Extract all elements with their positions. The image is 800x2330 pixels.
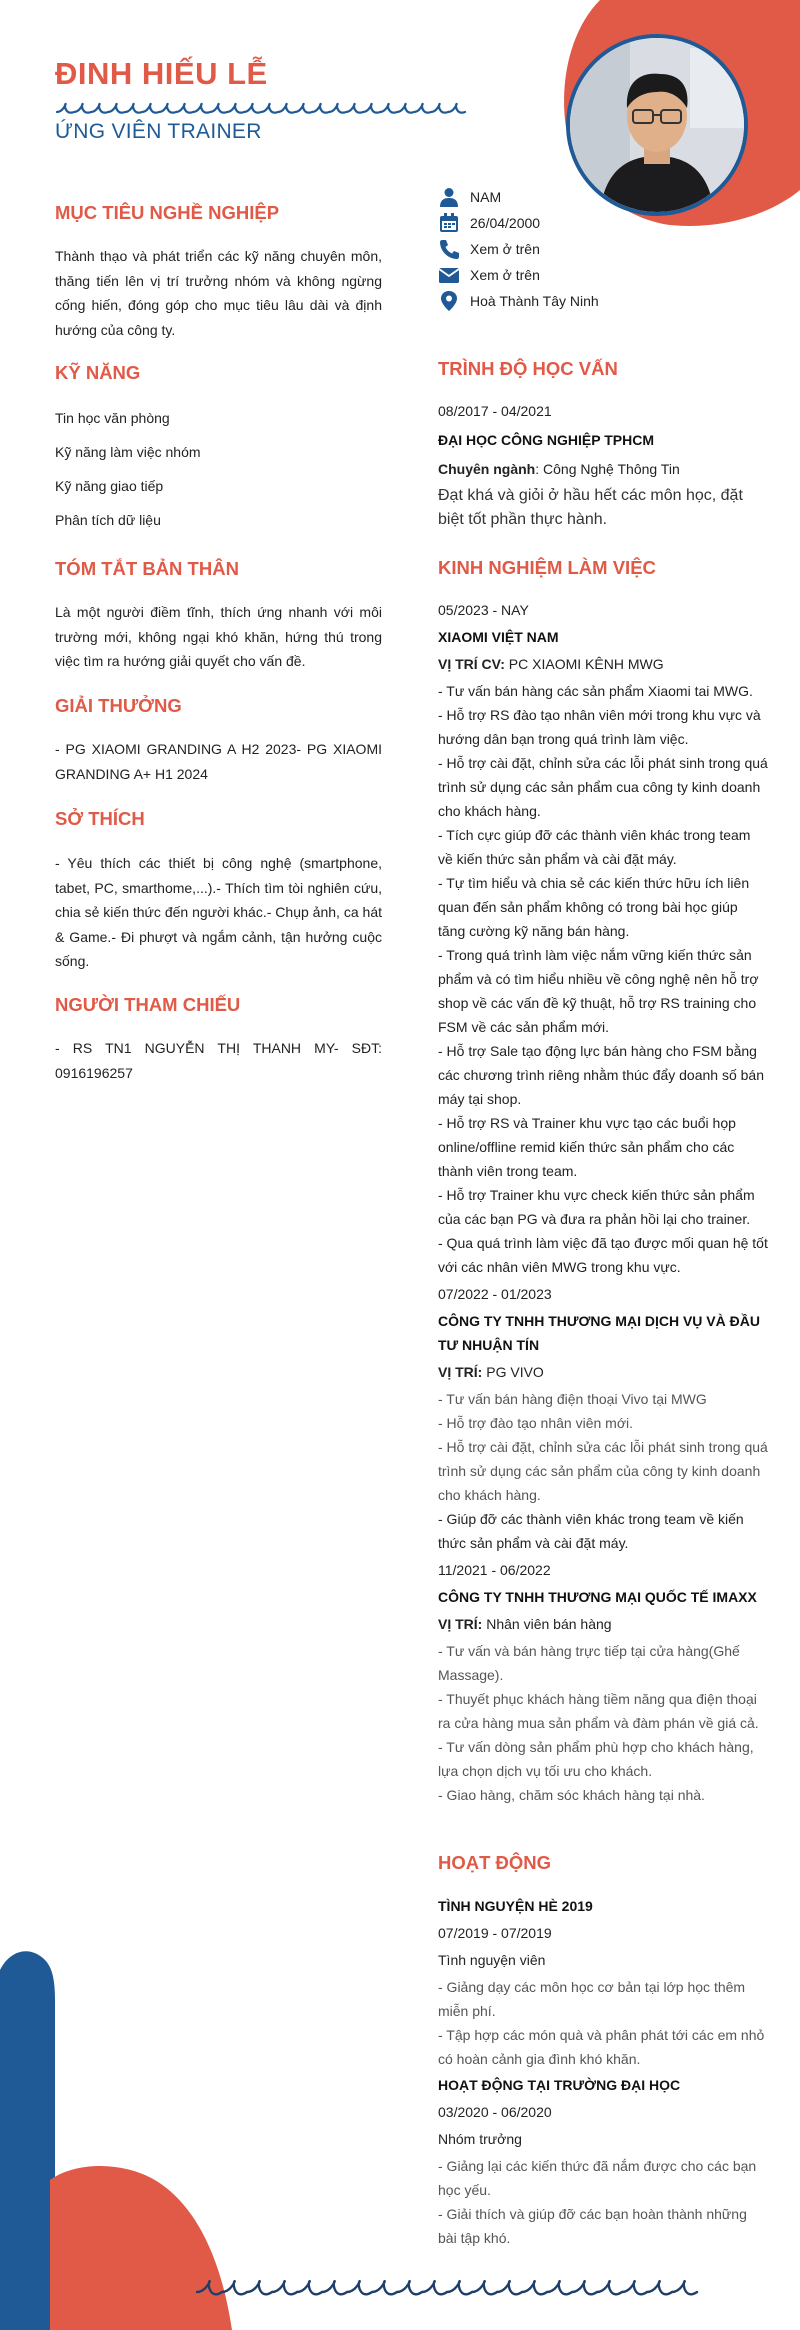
activity-bullet: - Tập hợp các món quà và phân phát tới các em nhỏ có hoàn cảnh gia đình khó khăn.: [438, 2027, 765, 2067]
references-text: - RS TN1 NGUYỄN THỊ THANH MY- SĐT: 0916196257: [55, 1040, 382, 1081]
skill-item: Phân tích dữ liệu: [55, 512, 161, 528]
job-bullet: - Tư vấn bán hàng điện thoại Vivo tại MWG: [438, 1391, 707, 1407]
person-icon: [438, 187, 460, 207]
job-entry: [438, 1282, 768, 1555]
job-bullet: - Qua quá trình làm việc đã tạo được mối quan hệ tốt với các nhân viên MWG trong khu vực.: [438, 1235, 768, 1275]
contact-email: Xem ở trên: [438, 262, 768, 288]
education-heading: TRÌNH ĐỘ HỌC VẤN: [438, 358, 618, 379]
objective-text: Thành thạo và phát triển các kỹ năng chuyên môn, thăng tiến lên vị trí trưởng nhóm và không ngừng cống hiến, đóng góp cho mục tiêu lâu dài và định hướng của công ty.: [55, 248, 382, 338]
job-bullet: - Giao hàng, chăm sóc khách hàng tại nhà.: [438, 1787, 705, 1803]
activity-entry: [438, 1894, 768, 2071]
job-role: VỊ TRÍ: PG VIVO: [438, 1364, 544, 1380]
education-date: 08/2017 - 04/2021: [438, 403, 552, 419]
activities-heading: HOẠT ĐỘNG: [438, 1852, 552, 1873]
squiggle-divider-bottom: [195, 2278, 705, 2310]
activity-bullet: - Giảng dạy các môn học cơ bản tại lớp học thêm miễn phí.: [438, 1979, 746, 2019]
activity-bullet: - Giảng lại các kiến thức đã nắm được cho các bạn học yếu.: [438, 2158, 757, 2198]
contact-phone: Xem ở trên: [438, 236, 768, 262]
candidate-name: ĐINH HIẾU LỄ: [55, 56, 268, 91]
activity-date: 03/2020 - 06/2020: [438, 2104, 552, 2120]
contact-list: [438, 184, 768, 314]
objective-heading: MỤC TIÊU NGHỀ NGHIỆP: [55, 202, 280, 223]
job-bullet: - Giúp đỡ các thành viên khác trong team về kiến thức sản phẩm và cài đặt máy.: [438, 1511, 744, 1551]
job-bullet: - Hỗ trợ đào tạo nhân viên mới.: [438, 1415, 634, 1431]
summary-text: Là một người điềm tĩnh, thích ứng nhanh với môi trường mới, không ngại khó khăn, hứng thú trong việc tìm ra hướng giải quyết cho vấn đề.: [55, 604, 382, 669]
skill-item: Tin học văn phòng: [55, 410, 170, 426]
job-date: 07/2022 - 01/2023: [438, 1286, 552, 1302]
job-bullet: - Tư vấn bán hàng các sản phẩm Xiaomi tai MWG.: [438, 683, 753, 699]
hobbies-text: - Yêu thích các thiết bị công nghệ (smartphone, tabet, PC, smarthome,...).- Thích tìm tòi nghiên cứu, chia sẻ kiến thức đến người khác.- Chụp ảnh, ca hát & Game.- Đi phượt và ngắm cảnh, tận hưởng cuộc sống.: [55, 855, 382, 969]
skills-list: [55, 401, 382, 537]
job-bullet: - Hỗ trợ RS đào tạo nhân viên mới trong khu vực và hướng dân bạn trong quá trình làm việc.: [438, 707, 761, 747]
education-entry: [438, 399, 768, 532]
activity-bullet: - Giải thích và giúp đỡ các bạn hoàn thành những bài tập khó.: [438, 2206, 747, 2246]
job-bullet: - Tư vấn dòng sản phẩm phù hợp cho khách hàng, lựa chọn dịch vụ tối ưu cho khách.: [438, 1739, 754, 1779]
hobbies-heading: SỞ THÍCH: [55, 808, 145, 829]
calendar-icon: [438, 213, 460, 233]
job-date: 11/2021 - 06/2022: [438, 1562, 551, 1578]
references-heading: NGƯỜI THAM CHIẾU: [55, 994, 241, 1015]
summary-heading: TÓM TẮT BẢN THÂN: [55, 558, 239, 579]
job-bullet: - Hỗ trợ RS và Trainer khu vực tạo các buổi họp online/offline remid kiến thức sản phẩm cho các thành viên trong team.: [438, 1115, 736, 1179]
education-major: Chuyên ngành: Công Nghệ Thông Tin: [438, 461, 680, 477]
job-bullet: - Tư vấn và bán hàng trực tiếp tại cửa hàng(Ghế Massage).: [438, 1643, 740, 1683]
job-bullet: - Tích cực giúp đỡ các thành viên khác trong team về kiến thức sản phẩm và cài đặt máy.: [438, 827, 751, 867]
job-bullet: - Thuyết phục khách hàng tiềm năng qua điện thoại ra cửa hàng mua sản phẩm và đàm phán về giá cả.: [438, 1691, 759, 1731]
location-icon: [438, 291, 460, 311]
activities-list: [438, 1894, 768, 2250]
skills-heading: KỸ NĂNG: [55, 362, 141, 383]
skill-item: Kỹ năng giao tiếp: [55, 478, 164, 494]
job-company: CÔNG TY TNHH THƯƠNG MẠI DỊCH VỤ VÀ ĐẦU TƯ NHUẬN TÍN: [438, 1313, 760, 1353]
awards-heading: GIẢI THƯỞNG: [55, 695, 182, 716]
job-role: VỊ TRÍ CV: PC XIAOMI KÊNH MWG: [438, 656, 664, 672]
squiggle-divider: [55, 100, 475, 120]
awards-text: - PG XIAOMI GRANDING A H2 2023- PG XIAOMI GRANDING A+ H1 2024: [55, 741, 382, 782]
experience-list: [438, 598, 768, 1807]
activity-entry: [438, 2073, 768, 2250]
skill-item: Kỹ năng làm việc nhóm: [55, 444, 201, 460]
job-bullet: - Trong quá trình làm việc nắm vững kiến thức sản phẩm và có tìm hiểu nhiều về công nghệ nên hỗ trợ shop về các vấn đề kỹ thuật, hỗ trợ RS training cho FSM về các sản phẩm mới.: [438, 947, 759, 1035]
phone-icon: [438, 239, 460, 259]
activity-name: HOẠT ĐỘNG TẠI TRƯỜNG ĐẠI HỌC: [438, 2077, 681, 2093]
job-date: 05/2023 - NAY: [438, 602, 529, 618]
candidate-title: ỨNG VIÊN TRAINER: [55, 120, 262, 143]
activity-role: Tình nguyện viên: [438, 1952, 546, 1968]
mail-icon: [438, 265, 460, 285]
contact-address: Hoà Thành Tây Ninh: [438, 288, 768, 314]
job-bullet: - Hỗ trợ cài đặt, chỉnh sửa các lỗi phát sinh trong quá trình sử dụng các sản phẩm cua công ty kinh doanh cho khách hàng.: [438, 755, 768, 819]
job-company: XIAOMI VIỆT NAM: [438, 629, 559, 645]
experience-heading: KINH NGHIỆM LÀM VIỆC: [438, 557, 656, 578]
job-bullet: - Hỗ trợ cài đặt, chỉnh sửa các lỗi phát sinh trong quá trình sử dụng các sản phẩm của công ty kinh doanh cho khách hàng.: [438, 1439, 768, 1503]
activity-date: 07/2019 - 07/2019: [438, 1925, 552, 1941]
education-description: Đạt khá và giỏi ở hầu hết các môn học, đặt biệt tốt phần thực hành.: [438, 487, 743, 528]
job-role: VỊ TRÍ: Nhân viên bán hàng: [438, 1616, 612, 1632]
job-bullet: - Tự tìm hiểu và chia sẻ các kiến thức hữu ích liên quan đến sản phẩm không có trong bài học giúp tăng cường kỹ năng bán hàng.: [438, 875, 750, 939]
education-school: ĐẠI HỌC CÔNG NGHIỆP TPHCM: [438, 432, 654, 448]
contact-gender: NAM: [438, 184, 768, 210]
activity-name: TÌNH NGUYỆN HÈ 2019: [438, 1898, 593, 1914]
activity-role: Nhóm trưởng: [438, 2131, 522, 2147]
job-company: CÔNG TY TNHH THƯƠNG MẠI QUỐC TẾ IMAXX: [438, 1589, 757, 1605]
job-entry: [438, 598, 768, 1279]
job-bullet: - Hỗ trợ Trainer khu vực check kiến thức sản phẩm của các bạn PG và đưa ra phản hồi lại cho trainer.: [438, 1187, 755, 1227]
contact-birthday: 26/04/2000: [438, 210, 768, 236]
job-bullet: - Hỗ trợ Sale tạo động lực bán hàng cho FSM bằng các chương trình riêng nhằm thúc đẩy doanh số bán máy tại shop.: [438, 1043, 764, 1107]
job-entry: [438, 1558, 768, 1807]
